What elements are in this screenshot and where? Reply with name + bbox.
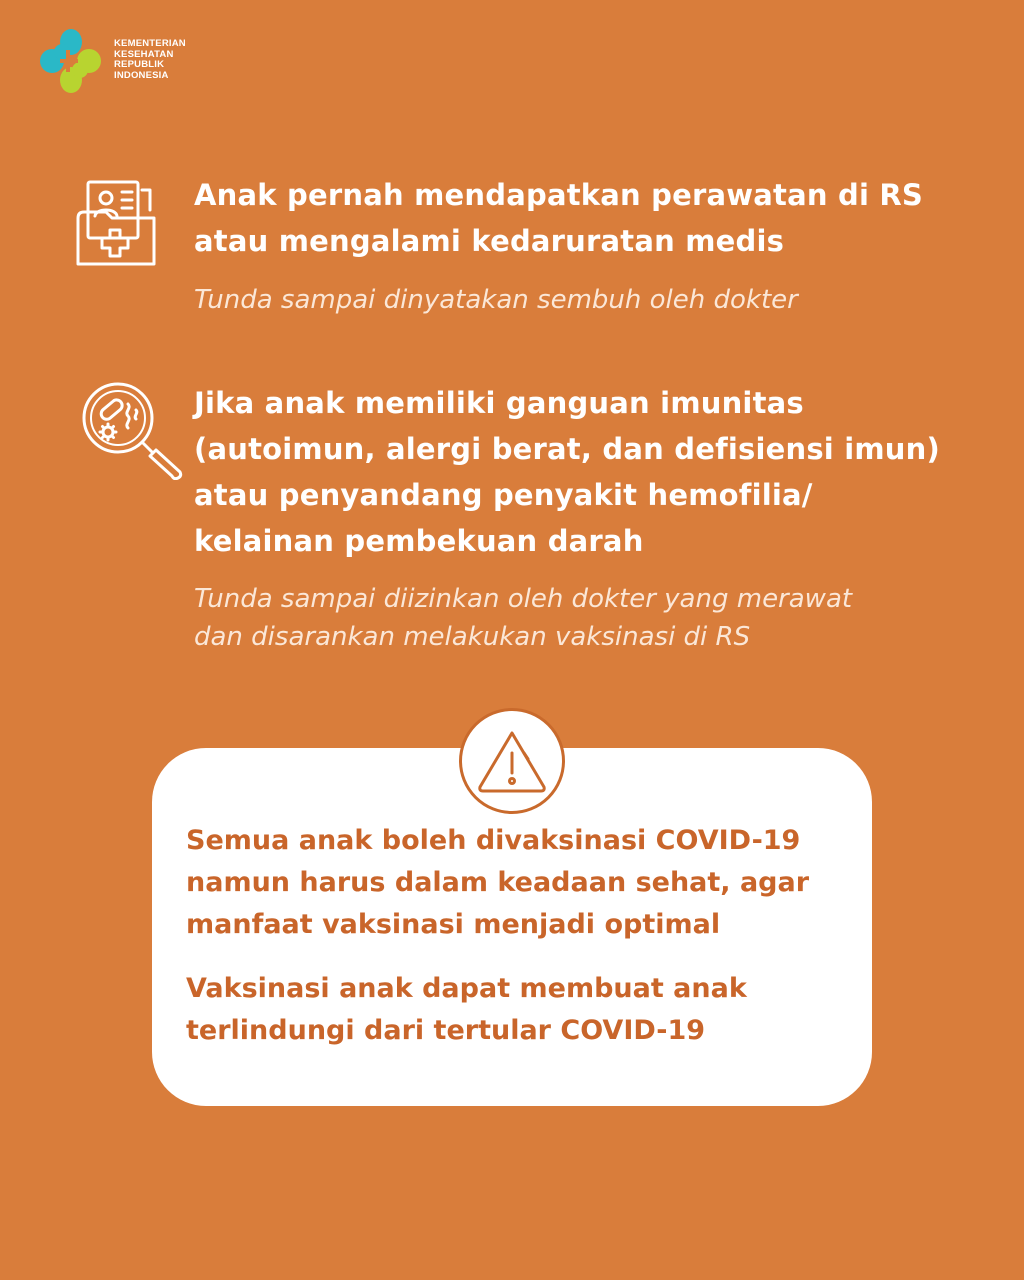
- warning-icon: [474, 723, 550, 799]
- callout-line: terlindungi dari tertular COVID-19: [186, 1015, 706, 1046]
- ministry-logo: [38, 26, 198, 96]
- heading-line: atau mengalami kedaruratan medis: [194, 224, 785, 258]
- logo-line: KESEHATAN: [114, 48, 174, 60]
- heading-line: kelainan pembekuan darah: [194, 524, 644, 558]
- heading-line: (autoimun, alergi berat, dan defisiensi imun): [194, 432, 940, 466]
- callout-paragraph-1: [186, 820, 866, 946]
- medical-folder-icon: [76, 178, 160, 268]
- heading-line: atau penyandang penyakit hemofilia/: [194, 478, 813, 512]
- ministry-logo-icon: [38, 26, 104, 96]
- logo-line: KEMENTERIAN: [114, 38, 186, 49]
- heading-line: Jika anak memiliki ganguan imunitas: [194, 386, 804, 420]
- heading-line: Anak pernah mendapatkan perawatan di RS: [194, 178, 924, 212]
- section-note: [194, 580, 994, 656]
- callout-line: Semua anak boleh divaksinasi COVID-19: [186, 825, 801, 856]
- note-line: Tunda sampai diizinkan oleh dokter yang merawat: [194, 584, 853, 614]
- logo-line: INDONESIA: [114, 69, 169, 81]
- section-heading: [194, 380, 994, 564]
- callout-line: namun harus dalam keadaan sehat, agar: [186, 867, 810, 898]
- ministry-name: [114, 39, 186, 81]
- section-note: [194, 281, 994, 319]
- callout-line: Vaksinasi anak dapat membuat anak: [186, 973, 747, 1004]
- note-line: Tunda sampai dinyatakan sembuh oleh dokter: [194, 285, 798, 315]
- magnifier-microbe-icon: [80, 380, 186, 480]
- warning-badge: [459, 708, 565, 814]
- section-heading: [194, 172, 994, 264]
- callout-paragraph-2: [186, 968, 866, 1052]
- callout-line: manfaat vaksinasi menjadi optimal: [186, 909, 721, 940]
- logo-line: REPUBLIK: [114, 59, 165, 70]
- note-line: dan disarankan melakukan vaksinasi di RS: [194, 622, 751, 652]
